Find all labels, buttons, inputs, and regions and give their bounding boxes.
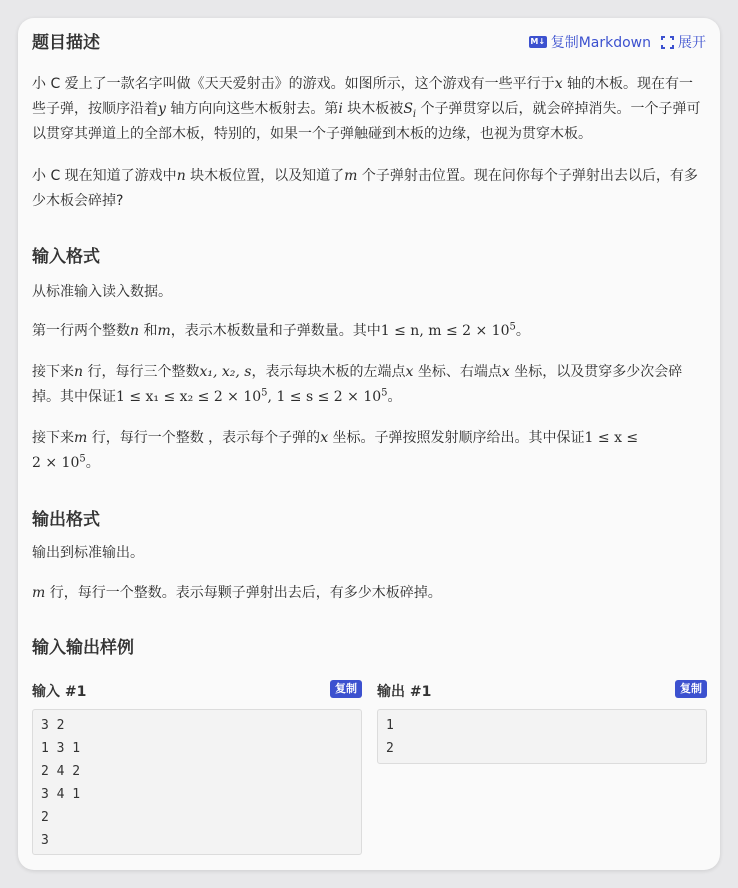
sample-output-label: 输出 #1 xyxy=(377,684,432,700)
expand-icon xyxy=(661,36,674,49)
problem-card xyxy=(18,18,720,870)
code-line: 1 xyxy=(386,718,394,733)
sample-input-code[interactable] xyxy=(32,709,362,855)
card-header xyxy=(32,28,706,52)
sample-output-code[interactable] xyxy=(377,709,707,764)
code-line: 3 xyxy=(41,833,49,848)
output-format-p1: 输出到标准输出。 xyxy=(32,545,144,561)
input-format-p3: 接下来n 行，每行三个整数x₁, x₂, s，表示每块木板的左端点x 坐标、右端点x 坐标，以及贯穿多少次会碎掉。其中保证$1 \le x_1 \le x_2 \le 2 \times 10^5$, $1 \le s \le 2 \times 10^5$。 xyxy=(32,364,683,405)
copy-output-button[interactable]: 复制 xyxy=(675,680,707,698)
input-format-p4: 接下来m 行，每行一个整数 ，表示每个子弹的x 坐标。子弹按照发射顺序给出。其中保证1 ≤ x ≤ $2 \times 10^5$。 xyxy=(32,430,639,471)
expand-label: 展开 xyxy=(678,35,706,51)
input-format-p1: 从标准输入读入数据。 xyxy=(32,284,172,300)
expand-button[interactable] xyxy=(651,32,706,52)
copy-input-button[interactable]: 复制 xyxy=(330,680,362,698)
markdown-icon: M↓ xyxy=(530,37,546,46)
section-title-samples: 输入输出样例 xyxy=(32,638,134,658)
sample-input-label: 输入 #1 xyxy=(32,684,87,700)
code-line: 3 2 xyxy=(41,718,65,733)
code-line: 2 xyxy=(386,741,394,756)
code-line: 1 3 1 xyxy=(41,741,81,756)
header-actions xyxy=(529,32,706,52)
section-title-input-format: 输入格式 xyxy=(32,247,100,267)
output-format-p2: m 行，每行一个整数。表示每颗子弹射出去后，有多少木板碎掉。 xyxy=(32,585,442,601)
input-format-p2: 第一行两个整数n 和m，表示木板数量和子弹数量。其中1 ≤ n, $m \le 2 \times 10^5$。 xyxy=(32,321,530,339)
copy-markdown-label: 复制Markdown xyxy=(550,35,651,51)
section-title-description: 题目描述 xyxy=(32,33,100,53)
code-line: 2 xyxy=(41,810,49,825)
code-line: 2 4 2 xyxy=(41,764,81,779)
code-line: 3 4 1 xyxy=(41,787,81,802)
description-paragraph-2: 小 C 现在知道了游戏中n 块木板位置，以及知道了m 个子弹射击位置。现在问你每个子弹射出去以后，有多少木板会碎掉? xyxy=(32,168,698,209)
description-paragraph-1: 小 C 爱上了一款名字叫做《天天爱射击》的游戏。如图所示，这个游戏有一些平行于x 轴的木板。现在有一些子弹，按顺序沿着y 轴方向向这些木板射去。第i 块木板被$S_i$ 个子弹贯穿以后，就会碎掉消失。一个子弹可以贯穿其弹道上的全部木板，特别的，如果一个子弹触碰到木板的边缘，也视为贯穿木板。 xyxy=(32,76,701,142)
section-title-output-format: 输出格式 xyxy=(32,510,100,530)
copy-markdown-button[interactable] xyxy=(529,32,651,52)
